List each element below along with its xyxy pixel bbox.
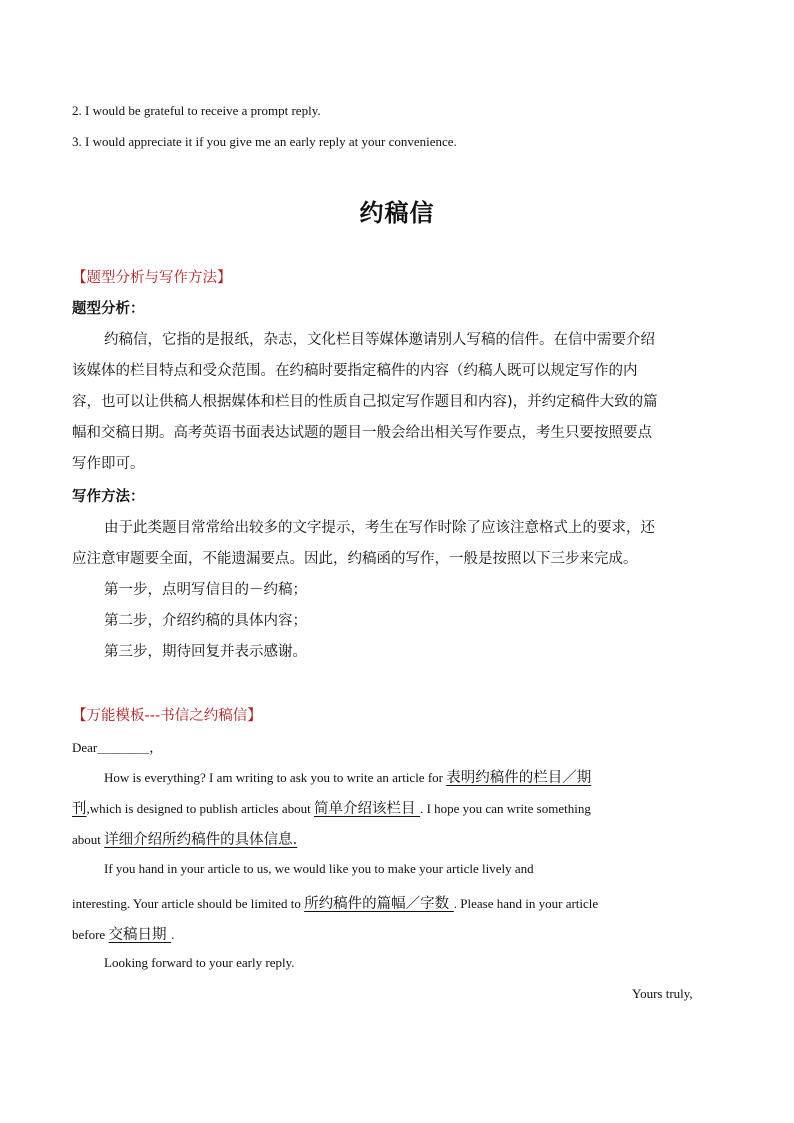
blank-column-cont: 刊 bbox=[72, 801, 87, 817]
method-line: 应注意审题要全面，不能遗漏要点。因此，约稿函的写作，一般是按照以下三步来完成。 bbox=[72, 551, 638, 567]
letter-closing: Looking forward to your early reply. bbox=[104, 955, 295, 970]
letter-p2-line1: If you hand in your article to us, we would like you to make your article lively and bbox=[104, 861, 534, 876]
section-heading-analysis: 【题型分析与写作方法】 bbox=[72, 270, 232, 286]
letter-text: about bbox=[72, 832, 105, 847]
letter-p1-line2 bbox=[72, 797, 591, 818]
letter-p2-line3 bbox=[72, 923, 174, 944]
step-item: 第二步，介绍约稿的具体内容； bbox=[104, 613, 307, 629]
letter-text: interesting. Your article should be limited to bbox=[72, 896, 305, 911]
tip-line-3: 3. I would appreciate it if you give me an early reply at your convenience. bbox=[72, 134, 457, 149]
analysis-line: 幅和交稿日期。高考英语书面表达试题的题目一般会给出相关写作要点，考生只要按照要点 bbox=[72, 425, 652, 441]
blank-length: 所约稿件的篇幅／字数 bbox=[304, 896, 454, 912]
letter-p1-line3 bbox=[72, 828, 297, 849]
section-heading-template: 【万能模板---书信之约稿信】 bbox=[72, 708, 262, 724]
tip-line-2: 2. I would be grateful to receive a prompt reply. bbox=[72, 103, 321, 118]
analysis-line: 写作即可。 bbox=[72, 456, 145, 472]
letter-text: . bbox=[171, 927, 175, 942]
letter-p2-line2 bbox=[72, 892, 598, 913]
step-item: 第一步，点明写信目的－约稿； bbox=[104, 582, 307, 598]
letter-text: ,which is designed to publish articles about bbox=[86, 801, 314, 816]
analysis-line: 约稿信，它指的是报纸，杂志，文化栏目等媒体邀请别人写稿的信件。在信中需要介绍 bbox=[104, 332, 655, 348]
letter-signoff: Yours truly, bbox=[632, 986, 693, 1001]
method-line: 由于此类题目常常给出较多的文字提示，考生在写作时除了应该注意格式上的要求，还 bbox=[104, 520, 655, 536]
blank-deadline: 交稿日期 bbox=[108, 927, 172, 943]
letter-p1-line1 bbox=[104, 766, 591, 787]
letter-text: . I hope you can write something bbox=[420, 801, 591, 816]
letter-text: before bbox=[72, 927, 109, 942]
analysis-line: 容，也可以让供稿人根据媒体和栏目的性质自己拟定写作题目和内容)，并约定稿件大致的篇 bbox=[72, 394, 658, 410]
analysis-line: 该媒体的栏目特点和受众范围。在约稿时要指定稿件的内容（约稿人既可以规定写作的内 bbox=[72, 363, 638, 379]
method-label: 写作方法： bbox=[72, 489, 145, 505]
blank-article-info: 详细介绍所约稿件的具体信息. bbox=[104, 832, 298, 848]
letter-text: How is everything? I am writing to ask you to write an article for bbox=[104, 770, 447, 785]
blank-column: 表明约稿件的栏目／期 bbox=[446, 770, 592, 786]
analysis-label: 题型分析： bbox=[72, 301, 145, 317]
letter-salutation: Dear＿＿＿＿， bbox=[72, 740, 163, 755]
letter-text: . Please hand in your article bbox=[453, 896, 599, 911]
page-title: 约稿信 bbox=[359, 199, 435, 227]
step-item: 第三步，期待回复并表示感谢。 bbox=[104, 644, 307, 660]
blank-column-intro: 简单介绍该栏目 bbox=[313, 801, 421, 817]
